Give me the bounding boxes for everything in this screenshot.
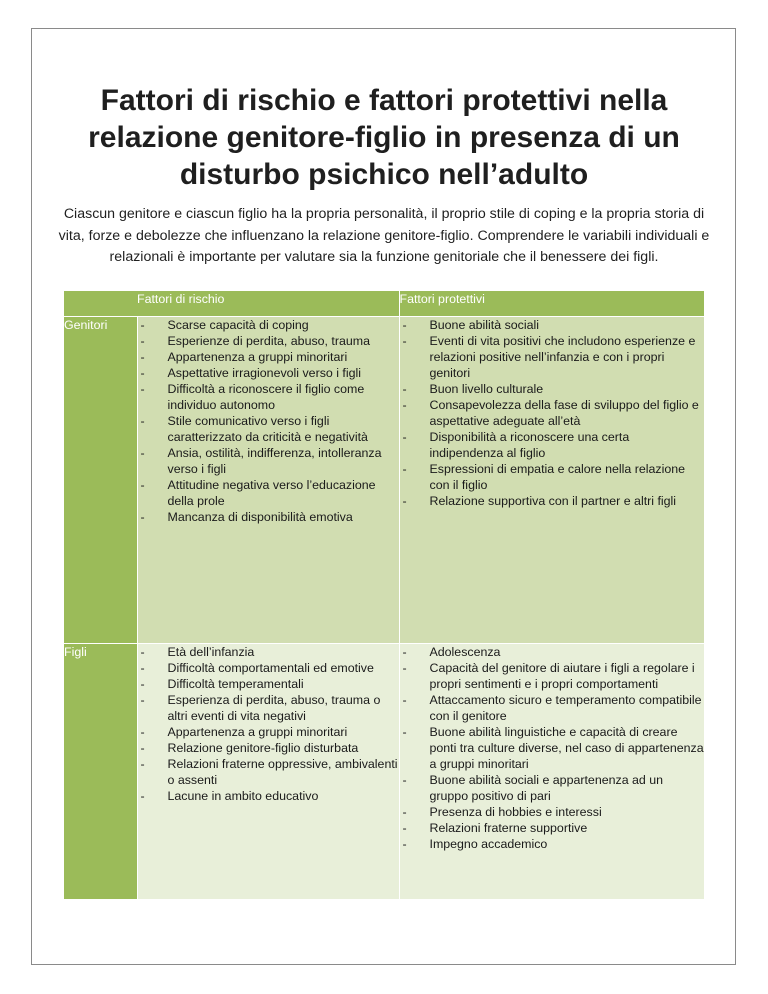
- table-row: [64, 643, 704, 899]
- cell-figli-protective: [399, 643, 704, 899]
- list-item: - Attitudine negativa verso l’educazione della prole: [138, 477, 399, 509]
- cell-figli-risk: [137, 643, 399, 899]
- list-item: - Espressioni di empatia e calore nella relazione con il figlio: [400, 461, 705, 493]
- row-label-figli: Figli: [64, 643, 137, 899]
- list-item: - Mancanza di disponibilità emotiva: [138, 509, 399, 525]
- list-item: - Difficoltà comportamentali ed emotive: [138, 660, 399, 676]
- list-item: - Appartenenza a gruppi minoritari: [138, 724, 399, 740]
- list-item: - Età dell’infanzia: [138, 644, 399, 660]
- row-label-genitori: Genitori: [64, 316, 137, 643]
- list-item: - Relazioni fraterne oppressive, ambivalenti o assenti: [138, 756, 399, 788]
- table-header-row: [64, 291, 704, 316]
- list-item: - Consapevolezza della fase di sviluppo del figlio e aspettative adeguate all’età: [400, 397, 705, 429]
- list-item: - Buone abilità linguistiche e capacità di creare ponti tra culture diverse, nel caso di appartenenza a gruppi minoritari: [400, 724, 705, 772]
- list-item: - Aspettative irragionevoli verso i figli: [138, 365, 399, 381]
- list-item: - Esperienza di perdita, abuso, trauma o altri eventi di vita negativi: [138, 692, 399, 724]
- list-item: - Impegno accademico: [400, 836, 705, 852]
- list-item: - Buone abilità sociali e appartenenza ad un gruppo positivo di pari: [400, 772, 705, 804]
- list-item: - Buon livello culturale: [400, 381, 705, 397]
- list-item: - Relazione genitore-figlio disturbata: [138, 740, 399, 756]
- list-item: - Attaccamento sicuro e temperamento compatibile con il genitore: [400, 692, 705, 724]
- list-item: - Ansia, ostilità, indifferenza, intolleranza verso i figli: [138, 445, 399, 477]
- intro-paragraph: Ciascun genitore e ciascun figlio ha la propria personalità, il proprio stile di coping e la propria storia di vita, forze e debolezze che influenzano la relazione genitore-figlio. Comprendere le variabili individuali e relazionali è importante per valutare sia la funzione genitoriale che il benessere dei figli.: [58, 206, 710, 265]
- factors-table: [64, 291, 704, 899]
- list-item: - Esperienze di perdita, abuso, trauma: [138, 333, 399, 349]
- risk-list: [138, 317, 399, 525]
- header-risk-factors: Fattori di rischio: [137, 291, 399, 316]
- list-item: - Buone abilità sociali: [400, 317, 705, 333]
- document-title: Fattori di rischio e fattori protettivi nella relazione genitore-figlio in presenza di un disturbo psichico nell’adulto: [88, 84, 680, 191]
- header-corner: [64, 291, 137, 316]
- list-item: - Stile comunicativo verso i figli caratterizzato da criticità e negatività: [138, 413, 399, 445]
- list-item: - Capacità del genitore di aiutare i figli a regolare i propri sentimenti e i propri comportamenti: [400, 660, 705, 692]
- list-item: - Eventi di vita positivi che includono esperienze e relazioni positive nell’infanzia e con i propri genitori: [400, 333, 705, 381]
- list-item: - Presenza di hobbies e interessi: [400, 804, 705, 820]
- list-item: - Lacune in ambito educativo: [138, 788, 399, 804]
- protective-list: [400, 317, 705, 509]
- list-item: - Disponibilità a riconoscere una certa indipendenza al figlio: [400, 429, 705, 461]
- list-item: - Relazione supportiva con il partner e altri figli: [400, 493, 705, 509]
- table-row: [64, 316, 704, 643]
- list-item: - Scarse capacità di coping: [138, 317, 399, 333]
- risk-list: [138, 644, 399, 804]
- cell-genitori-protective: [399, 316, 704, 643]
- list-item: - Appartenenza a gruppi minoritari: [138, 349, 399, 365]
- list-item: - Difficoltà temperamentali: [138, 676, 399, 692]
- cell-genitori-risk: [137, 316, 399, 643]
- list-item: - Relazioni fraterne supportive: [400, 820, 705, 836]
- list-item: - Adolescenza: [400, 644, 705, 660]
- header-protective-factors: Fattori protettivi: [399, 291, 704, 316]
- protective-list: [400, 644, 705, 852]
- list-item: - Difficoltà a riconoscere il figlio come individuo autonomo: [138, 381, 399, 413]
